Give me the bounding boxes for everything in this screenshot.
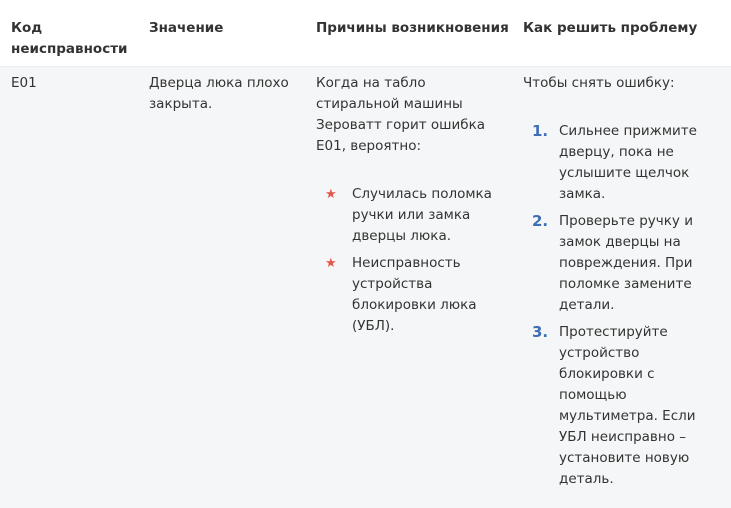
list-item [523, 211, 719, 316]
header-solution: Как решить проблему [523, 20, 698, 36]
step-text: Проверьте ручку и замок дверцы на повреждения. При поломке замените детали. [559, 213, 693, 313]
causes-list [316, 184, 511, 337]
list-item [523, 121, 719, 205]
step-number: 1. [532, 122, 549, 140]
star-icon: ★ [325, 187, 337, 202]
solution-list [523, 121, 723, 490]
header-causes: Причины возникновения [316, 20, 509, 36]
star-icon: ★ [325, 256, 337, 271]
header-meaning: Значение [149, 20, 224, 36]
step-text: Сильнее прижмите дверцу, пока не услышите щелчок замка. [559, 123, 697, 202]
solution-intro: Чтобы снять ошибку: [523, 75, 675, 91]
step-number: 2. [532, 212, 549, 230]
table-header-row [0, 0, 731, 67]
list-item [523, 322, 719, 490]
list-item [316, 253, 502, 337]
list-item [316, 184, 502, 247]
step-number: 3. [532, 323, 549, 341]
cause-text: Неисправность устройства блокировки люка (УБЛ). [352, 255, 477, 334]
header-code: Код неисправности [11, 20, 128, 57]
causes-intro: Когда на табло стиральной машины Зероватт горит ошибка E01, вероятно: [316, 75, 486, 154]
cause-text: Случилась поломка ручки или замка дверцы люка. [352, 186, 492, 244]
cell-causes [316, 73, 511, 343]
cell-meaning: Дверца люка плохо закрыта. [149, 75, 289, 112]
cell-solution [523, 73, 723, 496]
step-text: Протестируйте устройство блокировки с помощью мультиметра. Если УБЛ неисправно – установите новую деталь. [559, 324, 696, 487]
table-row [0, 67, 731, 508]
cell-code: E01 [11, 75, 37, 91]
